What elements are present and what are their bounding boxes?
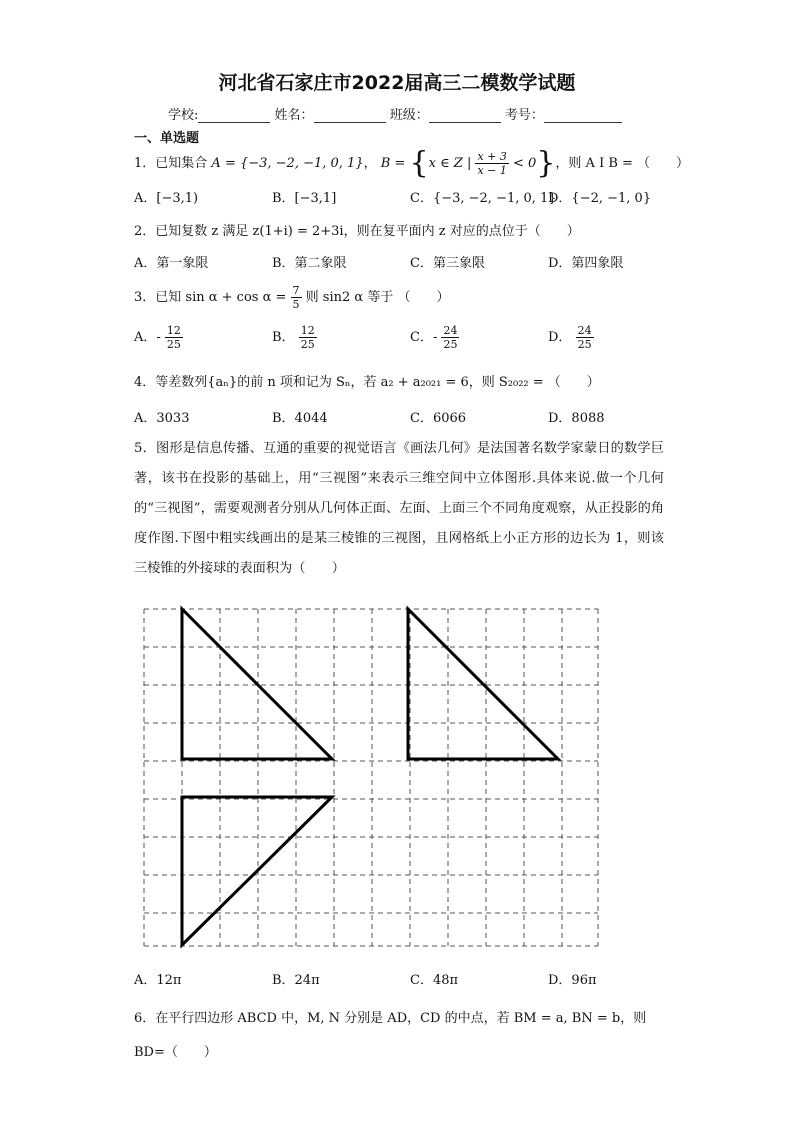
side-view-triangle	[408, 609, 558, 759]
front-view-triangle	[182, 609, 332, 759]
question-2-stem: 2．已知复数 z 满足 z(1+i) = 2+3i，则在复平面内 z 对应的点位于（ ）	[134, 224, 580, 239]
q3-option-c	[410, 324, 459, 351]
q3-b-fraction	[299, 324, 317, 351]
q3-option-a	[134, 324, 183, 351]
number-label: 考号：	[504, 108, 544, 123]
q3-c-label: C．-	[410, 330, 438, 345]
q3-option-d	[548, 324, 594, 351]
q1-option-b: B．[−3,1]	[272, 191, 337, 206]
q4-option-d: D．8088	[548, 411, 605, 426]
q5-option-c: C．48π	[410, 973, 459, 988]
q2-option-a: A．第一象限	[134, 256, 209, 271]
page-title: 河北省石家庄市2022届高三二模数学试题	[218, 72, 576, 94]
q1-set-b-label: B =	[380, 156, 406, 171]
three-view-grid-figure	[140, 605, 602, 950]
q3-c-den: 25	[443, 338, 458, 351]
q1-inequality: < 0	[513, 156, 537, 171]
q3-d-fraction	[576, 324, 594, 351]
q3-a-fraction	[165, 324, 183, 351]
q1-tail: ，则 A I B = （ ）	[555, 156, 690, 171]
q5-option-d: D．96π	[548, 973, 597, 988]
question-1-stem: 1．已知集合 A = {−3, −2, −1, 0, 1}， B = {x ∈ Z | $\frac{x + 3}{x - 1}$ < 0}，则 A I B = （ ）	[134, 145, 690, 181]
q3-c-num: 24	[443, 324, 458, 337]
q3-a-den: 25	[166, 338, 181, 351]
name-label: 姓名：	[274, 108, 314, 123]
q3-c-fraction	[441, 324, 459, 351]
question-6-line2: BD=（ ）	[134, 1045, 217, 1060]
q2-option-b: B．第二象限	[272, 256, 347, 271]
q1-set-b-condition: x ∈ Z |	[428, 156, 472, 171]
q1-option-d: D．{−2, −1, 0}	[548, 191, 652, 206]
q3-b-den: 25	[300, 338, 315, 351]
number-blank	[544, 109, 622, 123]
section-heading: 一、单选题	[134, 131, 200, 146]
q1-frac-denominator: x − 1	[477, 164, 507, 177]
q3-b-num: 12	[300, 324, 315, 337]
q2-option-d: D．第四象限	[548, 256, 624, 271]
q3-a-label: A．-	[134, 330, 161, 345]
top-view-triangle	[182, 797, 332, 945]
q4-option-a: A．3033	[134, 411, 190, 426]
q1-option-c: C．{−3, −2, −1, 0, 1}	[410, 191, 557, 206]
q2-option-c: C．第三象限	[410, 256, 485, 271]
q1-set-a: A = {−3, −2, −1, 0, 1}	[211, 156, 364, 171]
q3-fraction	[291, 284, 302, 311]
name-blank	[314, 109, 386, 123]
school-label: 学校:	[168, 108, 199, 123]
q3-frac-denominator: 5	[292, 298, 300, 311]
q3-d-num: 24	[577, 324, 592, 337]
q3-a-num: 12	[166, 324, 181, 337]
class-blank	[429, 109, 501, 123]
q1-frac-numerator: x + 3	[477, 150, 507, 163]
q3-option-b	[272, 324, 317, 351]
q5-option-a: A．12π	[134, 973, 182, 988]
q3-b-label: B．	[272, 330, 295, 345]
question-4-stem: 4．等差数列{aₙ}的前 n 项和记为 Sₙ，若 a₂ + a₂₀₂₁ = 6，则 S₂₀₂₂ = （ ）	[134, 375, 600, 390]
q1-intro: 1．已知集合	[134, 156, 208, 171]
q3-d-den: 25	[577, 338, 592, 351]
question-3-stem	[134, 284, 449, 311]
q3-intro: 3．已知 sin α + cos α =	[134, 290, 287, 305]
q1-brace-left: {	[409, 145, 429, 181]
q4-option-c: C．6066	[410, 411, 467, 426]
q1-option-a: A．[−3,1)	[134, 191, 199, 206]
class-label: 班级：	[389, 108, 429, 123]
q3-d-label: D．	[548, 330, 572, 345]
school-blank	[198, 109, 270, 123]
question-5-stem: 5．图形是信息传播、互通的重要的视觉语言《画法几何》是法国著名数学家蒙日的数学巨著，该书在投影的基础上，用“三视图”来表示三维空间中立体图形.具体来说.做一个几何的“三视图”，需要观测者分别从几何体正面、左面、上面三个不同角度观察，从正投影的角度作图.下图中粗实线画出的是某三棱锥的三视图，且网格纸上小正方形的边长为 1，则该三棱锥的外接球的表面积为（ ）	[134, 441, 664, 576]
q4-option-b: B．4044	[272, 411, 328, 426]
q3-tail: 则 sin2 α 等于 （ ）	[305, 290, 450, 305]
q1-fraction	[475, 150, 508, 177]
q1-brace-right: }	[536, 145, 556, 181]
student-info-row	[168, 104, 622, 123]
q5-option-b: B．24π	[272, 973, 320, 988]
q3-frac-numerator: 7	[292, 284, 300, 297]
question-6-stem: 6．在平行四边形 ABCD 中，M, N 分别是 AD，CD 的中点，若 BM = a, BN = b，则	[134, 1011, 647, 1026]
dashed-grid	[144, 609, 598, 946]
